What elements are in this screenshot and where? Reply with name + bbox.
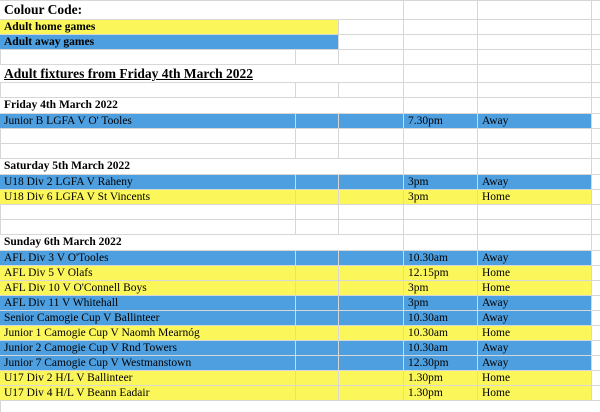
fixture-time-cell[interactable]: 3pm: [404, 175, 478, 190]
empty-cell[interactable]: [404, 144, 478, 159]
empty-cell[interactable]: [404, 129, 478, 144]
fixture-time-cell[interactable]: 10.30am: [404, 251, 478, 266]
empty-cell[interactable]: [0, 144, 296, 159]
empty-cell[interactable]: [296, 296, 339, 311]
empty-cell[interactable]: [296, 220, 339, 235]
empty-cell[interactable]: [296, 251, 339, 266]
colour-code-title[interactable]: Colour Code:: [0, 1, 404, 20]
empty-cell[interactable]: [404, 20, 478, 35]
empty-cell[interactable]: [339, 356, 404, 371]
empty-cell[interactable]: [339, 83, 404, 98]
fixture-venue-cell[interactable]: Away: [478, 341, 592, 356]
fixture-venue-cell[interactable]: Home: [478, 190, 592, 205]
fixture-venue-cell[interactable]: Away: [478, 311, 592, 326]
fixture-time-cell[interactable]: 12.30pm: [404, 356, 478, 371]
fixture-row: [0, 190, 600, 205]
empty-cell[interactable]: [592, 35, 600, 50]
fixture-row: [0, 114, 600, 129]
empty-cell[interactable]: [339, 266, 404, 281]
legend-row: [0, 35, 600, 50]
empty-cell[interactable]: [404, 159, 478, 175]
fixture-venue-cell[interactable]: Home: [478, 371, 592, 386]
fixture-time-cell[interactable]: 1.30pm: [404, 371, 478, 386]
fixture-name-cell[interactable]: Junior 1 Camogie Cup V Naomh Mearnóg: [0, 326, 296, 341]
empty-cell[interactable]: [339, 220, 404, 235]
fixture-time-cell[interactable]: 10.30am: [404, 326, 478, 341]
fixture-row: [0, 356, 600, 371]
fixture-venue-cell[interactable]: Home: [478, 326, 592, 341]
fixture-row: [0, 326, 600, 341]
empty-cell[interactable]: [592, 190, 600, 205]
empty-row: [0, 83, 600, 98]
empty-cell[interactable]: [592, 326, 600, 341]
empty-cell[interactable]: [296, 114, 339, 129]
fixture-venue-cell[interactable]: Away: [478, 114, 592, 129]
empty-cell[interactable]: [296, 371, 339, 386]
empty-cell[interactable]: [478, 98, 592, 114]
empty-cell[interactable]: [296, 341, 339, 356]
empty-cell[interactable]: [339, 386, 404, 401]
empty-cell[interactable]: [339, 311, 404, 326]
fixture-venue-cell[interactable]: Away: [478, 296, 592, 311]
empty-cell[interactable]: [296, 129, 339, 144]
fixture-name-cell[interactable]: U17 Div 4 H/L V Beann Eadair: [0, 386, 296, 401]
fixture-row: [0, 371, 600, 386]
fixture-row: [0, 251, 600, 266]
empty-cell[interactable]: [339, 129, 404, 144]
fixture-venue-cell[interactable]: Away: [478, 175, 592, 190]
empty-cell[interactable]: [339, 326, 404, 341]
date-heading[interactable]: Sunday 6th March 2022: [0, 235, 404, 251]
fixture-time-cell[interactable]: 1.30pm: [404, 386, 478, 401]
empty-cell[interactable]: [404, 98, 478, 114]
empty-cell[interactable]: [478, 83, 592, 98]
empty-cell[interactable]: [296, 205, 339, 220]
empty-cell[interactable]: [478, 1, 592, 20]
empty-cell[interactable]: [478, 20, 592, 35]
fixture-row: [0, 311, 600, 326]
fixture-name-cell[interactable]: Junior 7 Camogie Cup V Westmanstown: [0, 356, 296, 371]
empty-cell[interactable]: [592, 220, 600, 235]
empty-cell[interactable]: [478, 235, 592, 251]
empty-cell[interactable]: [478, 65, 592, 83]
empty-cell[interactable]: [592, 50, 600, 65]
date-heading-row: [0, 159, 600, 175]
heading-row: [0, 65, 600, 83]
legend-away-cell[interactable]: Adult away games: [0, 35, 339, 50]
fixture-row: [0, 386, 600, 401]
empty-cell[interactable]: [592, 311, 600, 326]
empty-cell[interactable]: [404, 50, 478, 65]
legend-row: [0, 20, 600, 35]
empty-cell[interactable]: [339, 175, 404, 190]
date-heading-row: [0, 235, 600, 251]
empty-cell[interactable]: [478, 159, 592, 175]
empty-cell[interactable]: [0, 129, 296, 144]
fixture-name-cell[interactable]: AFL Div 5 V Olafs: [0, 266, 296, 281]
empty-cell[interactable]: [478, 129, 592, 144]
empty-cell[interactable]: [296, 83, 339, 98]
fixture-row: [0, 296, 600, 311]
empty-cell[interactable]: [592, 205, 600, 220]
fixture-venue-cell[interactable]: Away: [478, 251, 592, 266]
heading-row: [0, 1, 600, 20]
fixtures-title[interactable]: Adult fixtures from Friday 4th March 2022: [0, 65, 404, 83]
fixture-venue-cell[interactable]: Home: [478, 266, 592, 281]
empty-cell[interactable]: [404, 65, 478, 83]
fixture-name-cell[interactable]: Junior B LGFA V O' Tooles: [0, 114, 296, 129]
empty-cell[interactable]: [296, 311, 339, 326]
empty-cell[interactable]: [404, 235, 478, 251]
empty-cell[interactable]: [296, 281, 339, 296]
empty-cell[interactable]: [0, 50, 296, 65]
empty-cell[interactable]: [592, 266, 600, 281]
empty-cell[interactable]: [478, 35, 592, 50]
empty-cell[interactable]: [592, 20, 600, 35]
empty-cell[interactable]: [339, 114, 404, 129]
empty-cell[interactable]: [0, 83, 296, 98]
empty-cell[interactable]: [404, 83, 478, 98]
fixture-venue-cell[interactable]: Home: [478, 281, 592, 296]
empty-cell[interactable]: [592, 341, 600, 356]
legend-home-cell[interactable]: Adult home games: [0, 20, 339, 35]
fixture-time-cell[interactable]: 3pm: [404, 281, 478, 296]
empty-cell[interactable]: [592, 114, 600, 129]
empty-cell[interactable]: [592, 98, 600, 114]
empty-cell[interactable]: [592, 235, 600, 251]
empty-cell[interactable]: [296, 50, 339, 65]
empty-cell[interactable]: [404, 35, 478, 50]
fixture-time-cell[interactable]: 10.30am: [404, 311, 478, 326]
empty-cell[interactable]: [339, 144, 404, 159]
fixture-venue-cell[interactable]: Away: [478, 356, 592, 371]
empty-cell[interactable]: [296, 266, 339, 281]
empty-cell[interactable]: [339, 371, 404, 386]
empty-cell[interactable]: [339, 341, 404, 356]
empty-cell[interactable]: [592, 386, 600, 401]
date-heading[interactable]: Friday 4th March 2022: [0, 98, 404, 114]
empty-cell[interactable]: [478, 144, 592, 159]
empty-cell[interactable]: [296, 326, 339, 341]
empty-cell[interactable]: [296, 386, 339, 401]
empty-cell[interactable]: [592, 65, 600, 83]
fixture-name-cell[interactable]: Senior Camogie Cup V Ballinteer: [0, 311, 296, 326]
empty-cell[interactable]: [339, 35, 404, 50]
fixture-time-cell[interactable]: 3pm: [404, 296, 478, 311]
empty-cell[interactable]: [339, 190, 404, 205]
empty-cell[interactable]: [592, 251, 600, 266]
empty-cell[interactable]: [404, 220, 478, 235]
fixture-name-cell[interactable]: Junior 2 Camogie Cup V Rnd Towers: [0, 341, 296, 356]
empty-row: [0, 220, 600, 235]
fixture-name-cell[interactable]: U17 Div 2 H/L V Ballinteer: [0, 371, 296, 386]
fixture-name-cell[interactable]: AFL Div 10 V O'Connell Boys: [0, 281, 296, 296]
fixture-time-cell[interactable]: 7.30pm: [404, 114, 478, 129]
fixture-row: [0, 281, 600, 296]
empty-cell[interactable]: [592, 371, 600, 386]
empty-cell[interactable]: [592, 129, 600, 144]
empty-cell[interactable]: [0, 220, 296, 235]
fixture-row: [0, 341, 600, 356]
empty-cell[interactable]: [339, 20, 404, 35]
fixture-name-cell[interactable]: AFL Div 3 V O'Tooles: [0, 251, 296, 266]
empty-cell[interactable]: [592, 144, 600, 159]
empty-cell[interactable]: [339, 205, 404, 220]
date-heading[interactable]: Saturday 5th March 2022: [0, 159, 404, 175]
empty-cell[interactable]: [404, 1, 478, 20]
fixture-name-cell[interactable]: U18 Div 2 LGFA V Raheny: [0, 175, 296, 190]
empty-cell[interactable]: [404, 205, 478, 220]
empty-cell[interactable]: [339, 251, 404, 266]
empty-cell[interactable]: [339, 296, 404, 311]
fixture-name-cell[interactable]: U18 Div 6 LGFA V St Vincents: [0, 190, 296, 205]
empty-cell[interactable]: [296, 175, 339, 190]
empty-cell[interactable]: [0, 205, 296, 220]
empty-cell[interactable]: [592, 159, 600, 175]
empty-cell[interactable]: [592, 281, 600, 296]
date-heading-row: [0, 98, 600, 114]
fixture-time-cell[interactable]: 3pm: [404, 190, 478, 205]
fixture-row: [0, 175, 600, 190]
empty-cell[interactable]: [592, 296, 600, 311]
fixture-time-cell[interactable]: 12.15pm: [404, 266, 478, 281]
empty-cell[interactable]: [478, 50, 592, 65]
empty-cell[interactable]: [339, 50, 404, 65]
fixture-row: [0, 266, 600, 281]
empty-cell[interactable]: [592, 1, 600, 20]
empty-row: [0, 144, 600, 159]
empty-row: [0, 50, 600, 65]
empty-cell[interactable]: [592, 356, 600, 371]
empty-cell[interactable]: [592, 175, 600, 190]
fixture-time-cell[interactable]: 10.30am: [404, 341, 478, 356]
empty-row: [0, 205, 600, 220]
empty-cell[interactable]: [339, 281, 404, 296]
empty-cell[interactable]: [296, 144, 339, 159]
empty-cell[interactable]: [296, 190, 339, 205]
empty-row: [0, 129, 600, 144]
fixture-name-cell[interactable]: AFL Div 11 V Whitehall: [0, 296, 296, 311]
fixture-venue-cell[interactable]: Home: [478, 386, 592, 401]
empty-cell[interactable]: [478, 220, 592, 235]
empty-cell[interactable]: [296, 356, 339, 371]
empty-cell[interactable]: [592, 83, 600, 98]
empty-cell[interactable]: [478, 205, 592, 220]
